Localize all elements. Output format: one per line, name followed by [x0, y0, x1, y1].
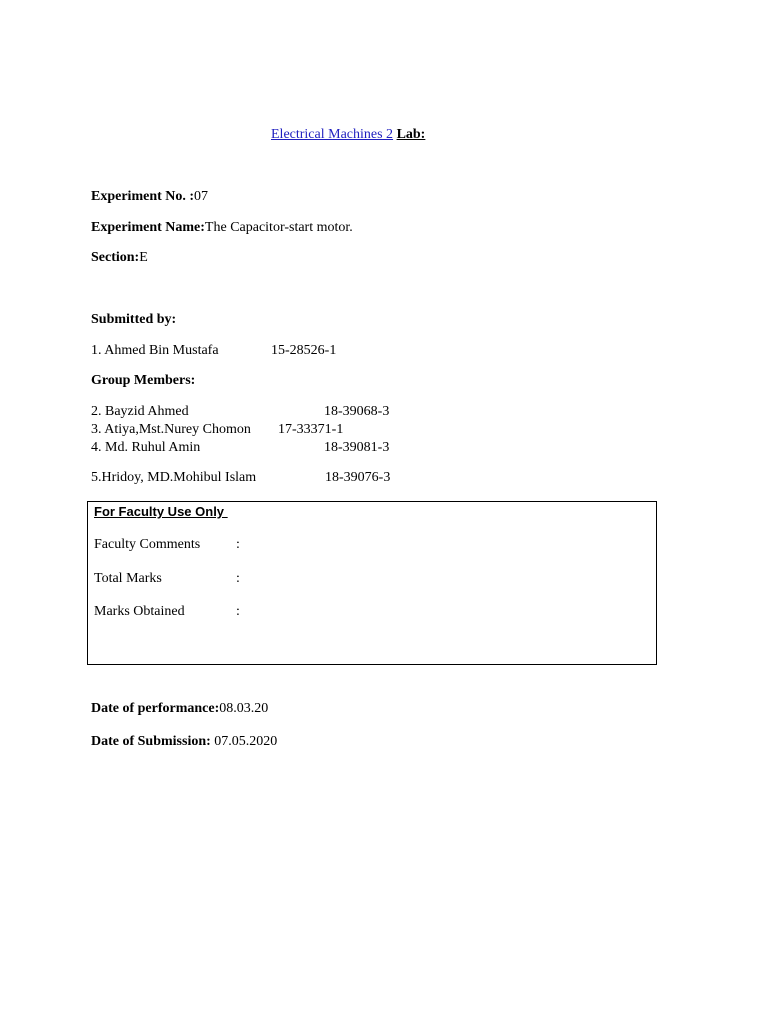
experiment-number	[91, 189, 208, 205]
member-id: 17-33371-1	[278, 422, 344, 437]
member-row	[91, 404, 491, 420]
section-label: Section:	[91, 250, 140, 265]
experiment-number-label: Experiment No. :	[91, 189, 195, 204]
group-members-heading: Group Members:	[91, 373, 196, 388]
member-name: 5.Hridoy, MD.Mohibul Islam	[91, 470, 257, 485]
member-id: 18-39081-3	[324, 440, 390, 455]
submitter-id: 15-28526-1	[271, 343, 337, 358]
marks-obtained-label: Marks Obtained	[94, 604, 185, 619]
section-value: E	[139, 250, 148, 265]
experiment-number-value: 07	[194, 189, 209, 204]
faculty-comments-row	[94, 537, 240, 553]
date-of-performance	[91, 701, 268, 717]
title-suffix: Lab:	[396, 127, 426, 142]
course-title-link[interactable]: Electrical Machines 2	[271, 127, 394, 142]
section	[91, 250, 148, 266]
marks-obtained-colon: :	[236, 604, 240, 619]
submitter-name: 1. Ahmed Bin Mustafa	[91, 343, 219, 358]
submission-date-label: Date of Submission:	[91, 734, 211, 749]
submitted-by-heading: Submitted by:	[91, 312, 177, 327]
faculty-box-title: For Faculty Use Only	[94, 504, 228, 519]
faculty-use-box	[87, 501, 657, 665]
total-marks-label: Total Marks	[94, 571, 162, 586]
member-id: 18-39076-3	[325, 470, 391, 485]
performance-date-value: 08.03.20	[219, 701, 269, 716]
performance-date-label: Date of performance:	[91, 701, 220, 716]
member-row	[91, 440, 491, 456]
experiment-name-value: The Capacitor-start motor.	[204, 220, 353, 235]
marks-obtained-row	[94, 604, 240, 620]
submission-date-value: 07.05.2020	[214, 734, 278, 749]
member-row	[91, 422, 491, 438]
submitter-row	[91, 343, 491, 359]
date-of-submission	[91, 734, 277, 750]
member-id: 18-39068-3	[324, 404, 390, 419]
faculty-comments-label: Faculty Comments	[94, 537, 201, 552]
member-name: 4. Md. Ruhul Amin	[91, 440, 201, 455]
member-name: 3. Atiya,Mst.Nurey Chomon	[91, 422, 251, 437]
member-row	[91, 470, 491, 486]
page-title	[271, 127, 425, 143]
experiment-name-label: Experiment Name:	[91, 220, 205, 235]
member-name: 2. Bayzid Ahmed	[91, 404, 189, 419]
faculty-comments-colon: :	[236, 537, 240, 552]
experiment-name	[91, 220, 353, 236]
total-marks-colon: :	[236, 571, 240, 586]
total-marks-row	[94, 571, 240, 587]
